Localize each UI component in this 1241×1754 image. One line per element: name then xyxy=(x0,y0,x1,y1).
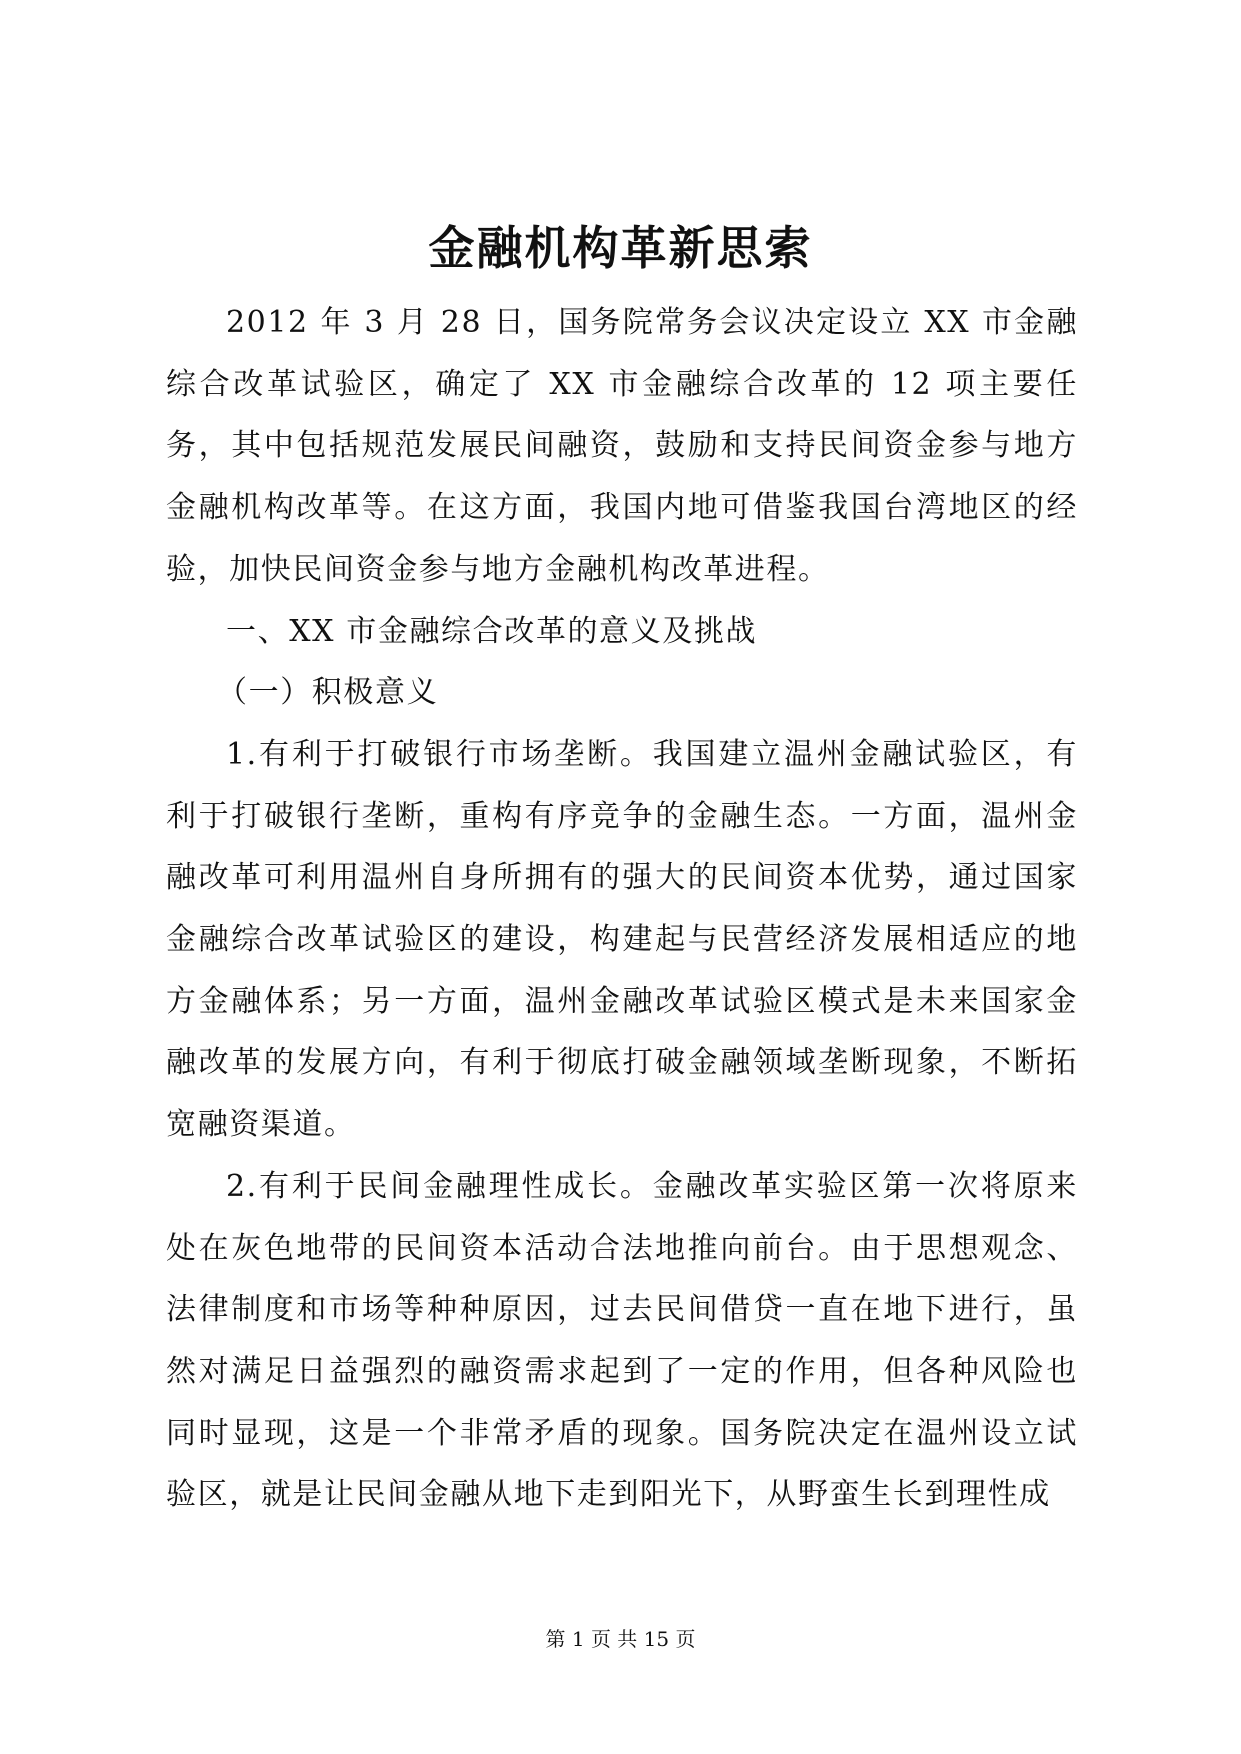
subsection-heading: （一）积极意义 xyxy=(217,675,439,711)
document-body xyxy=(166,292,1078,1526)
document-title: 金融机构革新思索 xyxy=(428,221,813,275)
page-footer: 第 1 页 共 15 页 xyxy=(545,1627,696,1651)
paragraph-point-2: 2.有利于民间金融理性成长。金融改革实验区第一次将原来处在灰色地带的民间资本活动合法地推向前台。由于思想观念、法律制度和市场等种种原因，过去民间借贷一直在地下进行，虽然对满足日益强烈的融资需求起到了一定的作用，但各种风险也同时显现，这是一个非常矛盾的现象。国务院决定在温州设立试验区，就是让民间金融从地下走到阳光下，从野蛮生长到理性成 xyxy=(166,1168,1078,1513)
paragraph-point-1: 1.有利于打破银行市场垄断。我国建立温州金融试验区，有利于打破银行垄断，重构有序竞争的金融生态。一方面，温州金融改革可利用温州自身所拥有的强大的民间资本优势，通过国家金融综合改革试验区的建设，构建起与民营经济发展相适应的地方金融体系；另一方面，温州金融改革试验区模式是未来国家金融改革的发展方向，有利于彻底打破金融领域垄断现象，不断拓宽融资渠道。 xyxy=(166,736,1078,1143)
section-heading: 一、XX 市金融综合改革的意义及挑战 xyxy=(226,613,758,649)
paragraph-intro: 2012 年 3 月 28 日，国务院常务会议决定设立 XX 市金融综合改革试验区，确定了 XX 市金融综合改革的 12 项主要任务，其中包括规范发展民间融资，鼓励和支持民间资金参与地方金融机构改革等。在这方面，我国内地可借鉴我国台湾地区的经验，加快民间资金参与地方金融机构改革进程。 xyxy=(166,305,1078,587)
